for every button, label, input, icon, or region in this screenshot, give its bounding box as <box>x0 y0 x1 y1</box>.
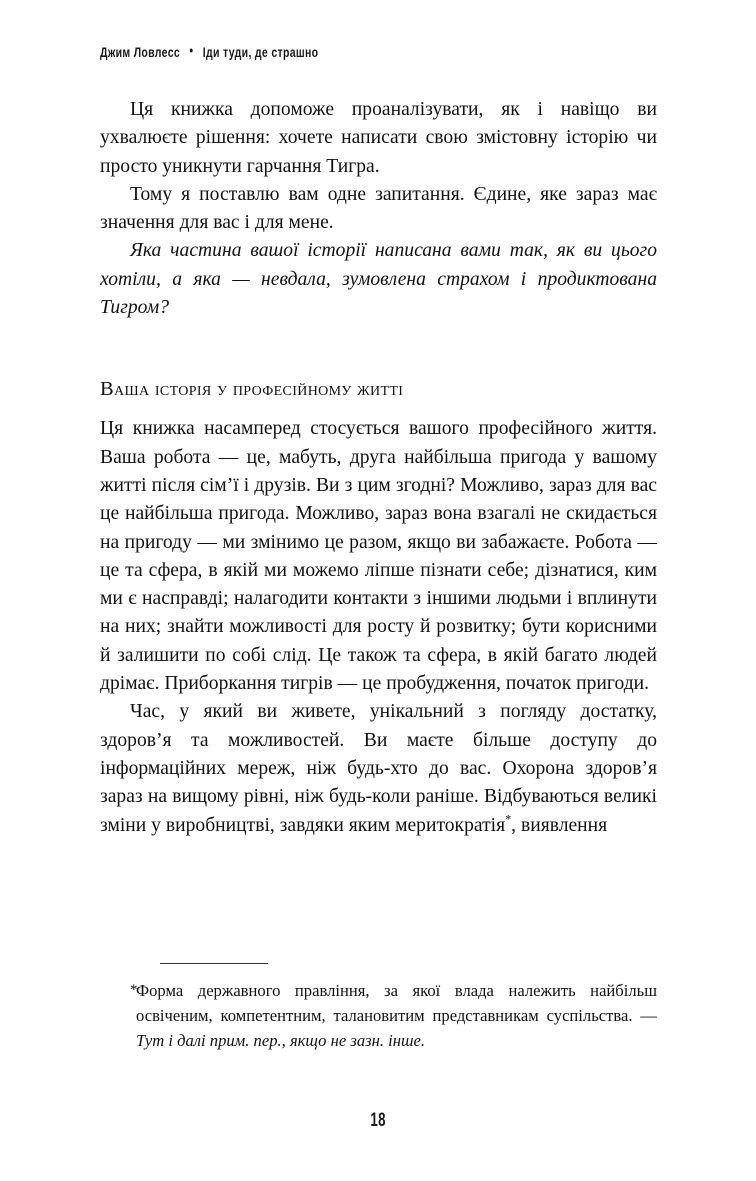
paragraph-3-question: Яка частина вашої історії написана вами так, як ви цього хотіли, а яка — невдала, зумовлена страхом і продиктована Тигром? <box>100 240 657 319</box>
running-head-book-title: Іди туди, де страшно <box>202 45 319 60</box>
heading-spacer-above <box>100 322 657 375</box>
section-heading: Ваша історія у професійному житті <box>100 378 404 401</box>
footnote-text-roman: Форма державного правління, за якої влада належить найбільш освіченим, компетентним, талановитим представникам суспільства. — <box>136 981 657 1025</box>
paragraph-5 <box>100 698 657 839</box>
running-head-author: Джим Ловлесс <box>100 45 181 60</box>
footnote-body <box>100 978 657 1053</box>
footnote-reference-marker[interactable]: * <box>505 812 512 826</box>
running-head <box>100 45 534 60</box>
paragraph-5-text-after-footnote: , виявлення <box>511 814 608 836</box>
footnote-block <box>100 963 657 1053</box>
paragraph-2: Тому я поставлю вам одне запитання. Єдине, яке зараз має значення для вас і для мене. <box>100 183 657 234</box>
paragraph-4: Ця книжка насамперед стосується вашого професійного життя. Ваша робота — це, мабуть, друга найбільша пригода у вашому житті після сім’ї і друзів. Ви з цим згодні? Можливо, зараз для вас це найбільша пригода. Можливо, зараз вона взагалі не скидається на пригоду — ми змінимо це разом, якщо ви забажаєте. Робота — це та сфера, в якій ми можемо ліпше пізнати себе; дізнатися, ким ми є насправді; налагодити контакти з іншими людьми і вплинути на них; знайти можливості для росту й розвитку; бути корисними й залишити по собі слід. Це також та сфера, в якій багато людей дрімає. Приборкання тигрів — це пробудження, початок пригоди. <box>100 418 657 695</box>
heading-spacer-below <box>100 403 657 415</box>
paragraph-1: Ця книжка допоможе проаналізувати, як і навіщо ви ухвалюєте рішення: хочете написати свою змістовну історію чи просто уникнути гарчання Тигра. <box>100 99 657 177</box>
footnote-marker: * <box>130 982 138 998</box>
page-number-value: 18 <box>370 1110 386 1131</box>
text-column <box>100 96 657 840</box>
paragraph-5-text-before-footnote: Час, у який ви живете, унікальний з погляду достатку, здоров’я та можливостей. Ви маєте більше доступу до інформаційних мереж, ніж будь-хто до вас. Охорона здоров’я зараз на вищому рівні, ніж будь-коли раніше. Відбуваються великі зміни у виробництві, завдяки яким меритократія <box>100 701 657 836</box>
footnote-text-italic: Тут і далі прим. пер., якщо не зазн. інше. <box>136 1031 426 1050</box>
footnote-text <box>136 978 657 1053</box>
running-head-separator: • <box>189 43 194 58</box>
page-number <box>0 1110 756 1132</box>
footnote-separator-rule <box>160 963 268 964</box>
